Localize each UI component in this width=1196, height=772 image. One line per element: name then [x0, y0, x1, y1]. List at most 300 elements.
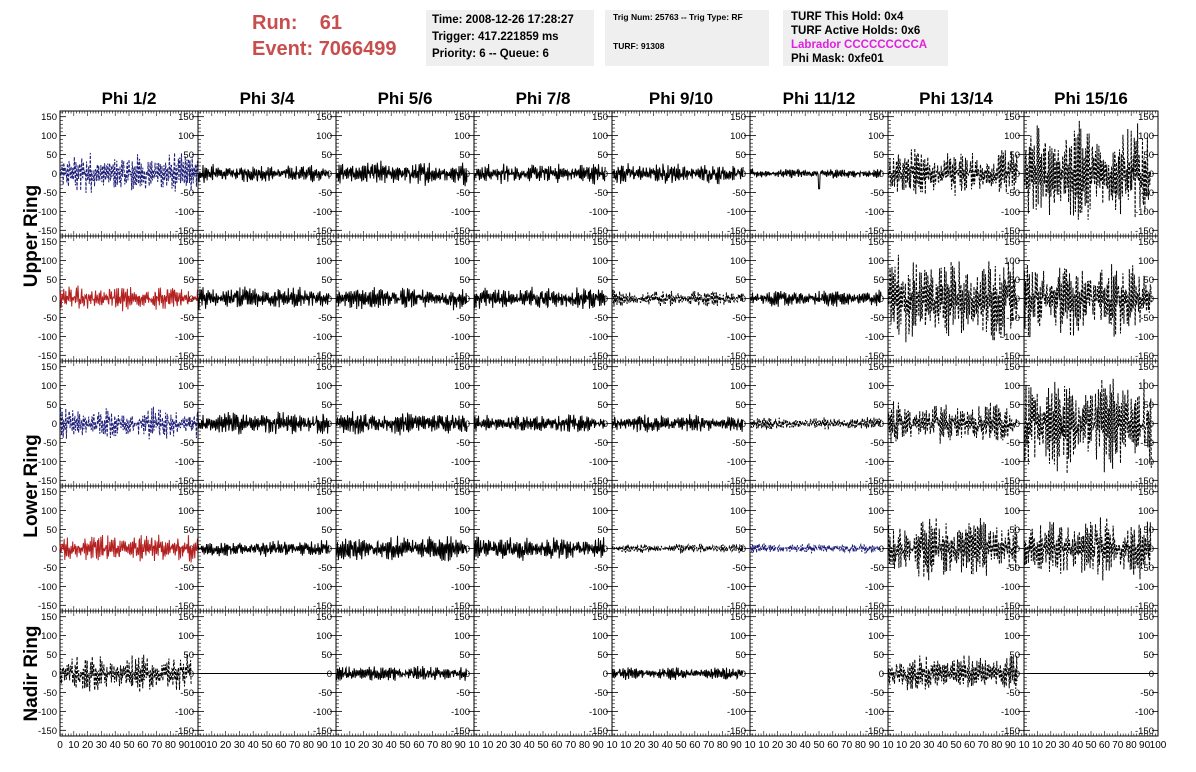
- y-tick-label-right: -150: [450, 475, 470, 487]
- panel-r3-c6: [888, 486, 1024, 612]
- phi-label-1: Phi 1/2: [101, 89, 157, 108]
- y-tick-label-right: 100: [316, 131, 332, 143]
- y-tick-label-right: -100: [312, 581, 332, 593]
- y-tick-label-right: 50: [321, 150, 332, 162]
- y-tick-label-right: 100: [178, 256, 194, 268]
- y-tick-label-right: -150: [726, 350, 746, 362]
- y-tick-label-right: 50: [597, 150, 608, 162]
- waveform-black: [336, 161, 467, 187]
- y-tick-label: -50: [43, 687, 57, 699]
- y-tick-label-right: -50: [1140, 187, 1154, 199]
- y-tick-label-right: 150: [730, 112, 746, 124]
- y-tick-label: 0: [51, 544, 57, 555]
- y-tick-label-right: -150: [1000, 350, 1020, 362]
- y-tick-label-right: -100: [1000, 206, 1020, 218]
- y-tick-label-right: -50: [870, 562, 884, 574]
- y-tick-label-right: 150: [868, 362, 884, 374]
- phi-label-5: Phi 9/10: [648, 89, 714, 108]
- y-tick-label-right: 100: [316, 256, 332, 268]
- y-tick-label-right: -150: [1000, 475, 1020, 487]
- y-tick-label-right: 0: [1014, 419, 1020, 430]
- y-tick-label-right: 100: [178, 506, 194, 518]
- y-tick-label-right: 150: [730, 362, 746, 374]
- labrador-text: Labrador CCCCCCCCCA: [791, 39, 928, 51]
- turf-active-holds: TURF Active Holds: 0x6: [791, 25, 921, 37]
- y-tick-label-right: 150: [454, 487, 470, 499]
- y-tick-label: 100: [41, 506, 57, 518]
- waveform-black: [336, 287, 467, 310]
- y-tick-label-right: 100: [592, 256, 608, 268]
- y-tick-label: 150: [41, 487, 57, 499]
- y-tick-label-right: 150: [1004, 112, 1020, 124]
- y-tick-label-right: 100: [454, 131, 470, 143]
- y-tick-label-right: 50: [183, 275, 194, 287]
- y-tick-label-right: -150: [864, 475, 884, 487]
- y-tick-label-right: 50: [1143, 400, 1154, 412]
- y-tick-label-right: 50: [183, 150, 194, 162]
- y-tick-label-right: 50: [183, 525, 194, 537]
- y-tick-label-right: -100: [726, 331, 746, 343]
- y-tick-label-right: 50: [597, 400, 608, 412]
- y-tick-label-right: 0: [326, 294, 332, 305]
- y-tick-label-right: -150: [588, 350, 608, 362]
- y-tick-label-right: -100: [450, 331, 470, 343]
- y-tick-label-right: -50: [870, 437, 884, 449]
- ring-label-2: Nadir Ring: [21, 625, 42, 722]
- y-tick-label-right: -50: [318, 437, 332, 449]
- y-tick-label-right: 0: [740, 294, 746, 305]
- y-tick-label-right: -100: [174, 581, 194, 593]
- y-tick-label-right: -50: [456, 562, 470, 574]
- y-tick-label: -150: [37, 600, 57, 612]
- phi-mask-text: Phi Mask: 0xfe01: [791, 53, 884, 65]
- y-tick-label-right: 0: [326, 544, 332, 555]
- time-text: Time: 2008-12-26 17:28:27: [432, 14, 574, 26]
- phi-label-3: Phi 5/6: [377, 89, 433, 108]
- waveform-black: [750, 417, 881, 429]
- waveform-black: [1024, 379, 1151, 474]
- y-tick-label-right: 100: [316, 506, 332, 518]
- y-tick-label-right: 150: [868, 237, 884, 249]
- y-tick-label-right: 150: [730, 237, 746, 249]
- y-tick-label-right: 0: [740, 169, 746, 180]
- turf-num-text: TURF: 91308: [613, 41, 665, 51]
- y-tick-label-right: 100: [1004, 256, 1020, 268]
- waveform-black: [198, 287, 329, 310]
- y-tick-label-right: 0: [326, 419, 332, 430]
- trigger-text: Trigger: 417.221859 ms: [432, 31, 559, 43]
- y-tick-label: -50: [43, 187, 57, 199]
- y-tick-label-right: 0: [602, 294, 608, 305]
- y-tick-label-right: -50: [180, 312, 194, 324]
- y-tick-label: 150: [41, 237, 57, 249]
- y-tick-label-right: -100: [312, 456, 332, 468]
- y-tick-label-right: 0: [1148, 544, 1154, 555]
- y-tick-label-right: 100: [1004, 506, 1020, 518]
- panel-r3-c2: [336, 486, 474, 612]
- y-tick-label-right: 0: [878, 419, 884, 430]
- y-tick-label: 0: [51, 669, 57, 680]
- y-tick-label-right: -150: [312, 600, 332, 612]
- y-tick-label-right: -150: [174, 350, 194, 362]
- panel-r2-c6: [888, 361, 1024, 487]
- y-tick-label-right: -50: [732, 562, 746, 574]
- y-tick-label-right: -100: [1000, 581, 1020, 593]
- y-tick-label-right: -100: [1134, 456, 1154, 468]
- y-tick-label-right: 50: [321, 400, 332, 412]
- y-tick-label: 50: [46, 400, 57, 412]
- y-tick-label: 50: [46, 150, 57, 162]
- y-tick-label-right: -100: [588, 331, 608, 343]
- y-tick-label-right: 50: [1143, 150, 1154, 162]
- y-tick-label-right: 0: [878, 544, 884, 555]
- y-tick-label-right: 100: [730, 131, 746, 143]
- y-tick-label-right: -150: [312, 225, 332, 237]
- y-tick-label-right: 50: [1009, 525, 1020, 537]
- y-tick-label-right: -150: [450, 600, 470, 612]
- y-tick-label: 150: [41, 362, 57, 374]
- panel-r2-c1: [198, 361, 336, 487]
- y-tick-label-right: 0: [1148, 419, 1154, 430]
- y-tick-label: -150: [37, 725, 57, 737]
- panel-r1-c6: [888, 236, 1024, 362]
- y-tick-label-right: -50: [318, 312, 332, 324]
- panel-r3-c5: [750, 486, 888, 612]
- y-tick-label-right: 50: [1143, 525, 1154, 537]
- y-tick-label-right: 150: [868, 112, 884, 124]
- y-tick-label: 100: [41, 131, 57, 143]
- panel-r2-c2: [336, 361, 474, 487]
- y-tick-label-right: 150: [592, 487, 608, 499]
- waveform-black: [474, 287, 605, 309]
- waveform-black: [888, 255, 1017, 343]
- panel-r0-c5: [750, 111, 888, 237]
- waveform-red: [60, 535, 198, 563]
- panel-r0-c6: [888, 111, 1024, 237]
- y-tick-label: 100: [41, 631, 57, 643]
- panel-r2-c3: [474, 361, 612, 487]
- panel-r1-c2: [336, 236, 474, 362]
- y-tick-label-right: 150: [1138, 362, 1154, 374]
- y-tick-label-right: -50: [456, 187, 470, 199]
- phi-label-4: Phi 7/8: [515, 89, 571, 108]
- y-tick-label-right: -50: [180, 437, 194, 449]
- y-tick-label: -50: [43, 312, 57, 324]
- y-tick-label-right: 100: [868, 381, 884, 393]
- y-tick-label-right: 0: [188, 419, 194, 430]
- run-label: Run:: [252, 12, 298, 34]
- y-tick-label-right: -100: [450, 456, 470, 468]
- panel-r3-c0: [38, 486, 198, 612]
- y-tick-label-right: -50: [1140, 312, 1154, 324]
- y-tick-label-right: 150: [178, 237, 194, 249]
- panel-r4-c0: [38, 611, 198, 737]
- waveform-black: [1024, 264, 1151, 337]
- y-tick-label-right: 150: [868, 487, 884, 499]
- y-tick-label-right: 50: [459, 150, 470, 162]
- y-tick-label-right: 150: [1138, 112, 1154, 124]
- panel-r2-c0: [38, 361, 198, 487]
- panel-r1-c5: [750, 236, 888, 362]
- event-value: 7066499: [318, 38, 397, 60]
- y-tick-label-right: 0: [188, 169, 194, 180]
- panel-r1-c0: [38, 236, 198, 362]
- ring-label-0: Upper Ring: [21, 184, 42, 288]
- y-tick-label-right: 150: [454, 237, 470, 249]
- waveform-black: [750, 290, 881, 307]
- panel-r1-c7: [1024, 236, 1158, 362]
- y-tick-label-right: 50: [735, 150, 746, 162]
- y-tick-label-right: 50: [735, 525, 746, 537]
- y-tick-label: -100: [37, 331, 57, 343]
- y-tick-label-right: -100: [726, 581, 746, 593]
- panel-r0-c7: [1024, 111, 1158, 237]
- y-tick-label-right: 150: [316, 362, 332, 374]
- y-tick-label-right: -50: [180, 687, 194, 699]
- y-tick-label-right: 50: [183, 650, 194, 662]
- y-tick-label-right: -100: [1134, 206, 1154, 218]
- panel-r3-c4: [612, 486, 750, 612]
- y-tick-label-right: -100: [174, 456, 194, 468]
- y-tick-label-right: 150: [316, 237, 332, 249]
- panel-r0-c4: [612, 111, 750, 237]
- y-tick-label-right: 100: [730, 256, 746, 268]
- y-tick-label-right: 100: [454, 256, 470, 268]
- waveform-black: [474, 164, 605, 185]
- y-tick-label-right: 50: [183, 400, 194, 412]
- y-tick-label-right: 50: [459, 275, 470, 287]
- y-tick-label-right: 50: [1009, 275, 1020, 287]
- y-tick-label-right: -150: [312, 475, 332, 487]
- y-tick-label-right: 0: [1014, 544, 1020, 555]
- y-tick-label-right: 150: [316, 487, 332, 499]
- y-tick-label: -100: [37, 456, 57, 468]
- y-tick-label-right: -100: [726, 206, 746, 218]
- y-tick-label: -100: [37, 706, 57, 718]
- y-tick-label-right: 0: [464, 419, 470, 430]
- waveform-blue: [60, 407, 198, 440]
- y-tick-label-right: 50: [735, 400, 746, 412]
- y-tick-label-right: -50: [1140, 437, 1154, 449]
- y-tick-label-right: 100: [178, 631, 194, 643]
- waveform-black: [1024, 517, 1151, 580]
- y-tick-label-right: 50: [873, 150, 884, 162]
- y-tick-label-right: 50: [873, 400, 884, 412]
- panel-r2-c4: [612, 361, 750, 487]
- y-tick-label-right: -150: [1134, 225, 1154, 237]
- y-tick-label-right: 0: [1148, 294, 1154, 305]
- waveform-black: [474, 414, 605, 432]
- y-tick-label-right: 0: [878, 169, 884, 180]
- waveform-black: [612, 414, 743, 432]
- y-tick-label-right: 50: [321, 275, 332, 287]
- y-tick-label-right: -150: [174, 725, 194, 737]
- waveform-black: [612, 544, 743, 554]
- y-tick-label-right: 50: [1009, 400, 1020, 412]
- y-tick-label-right: 100: [1138, 256, 1154, 268]
- y-tick-label-right: -100: [726, 456, 746, 468]
- y-tick-label-right: -50: [594, 562, 608, 574]
- y-tick-label-right: 0: [878, 294, 884, 305]
- panel-r3-c7: [1024, 486, 1158, 612]
- y-tick-label-right: 100: [868, 506, 884, 518]
- y-tick-label-right: -50: [1006, 187, 1020, 199]
- y-tick-label-right: 0: [1014, 169, 1020, 180]
- y-tick-label-right: -50: [870, 312, 884, 324]
- y-tick-label-right: -50: [180, 562, 194, 574]
- y-tick-label-right: 150: [178, 112, 194, 124]
- waveform-black: [612, 290, 743, 307]
- y-tick-label-right: -150: [174, 600, 194, 612]
- y-tick-label-right: -50: [456, 312, 470, 324]
- y-tick-label-right: 50: [1143, 275, 1154, 287]
- y-tick-label-right: -100: [450, 206, 470, 218]
- y-tick-label-right: 100: [592, 381, 608, 393]
- y-tick-label: 0: [51, 169, 57, 180]
- y-tick-label: -100: [37, 206, 57, 218]
- y-tick-label-right: -150: [1000, 600, 1020, 612]
- turf-this-hold: TURF This Hold: 0x4: [791, 11, 904, 23]
- y-tick-label-right: -100: [864, 206, 884, 218]
- y-tick-label-right: 150: [1004, 487, 1020, 499]
- y-tick-label-right: -50: [318, 562, 332, 574]
- y-tick-label-right: -50: [456, 437, 470, 449]
- y-tick-label-right: -100: [864, 331, 884, 343]
- y-tick-label-right: 50: [597, 525, 608, 537]
- y-tick-label-right: -100: [450, 581, 470, 593]
- waveform-black: [336, 536, 467, 562]
- y-tick-label-right: 150: [316, 112, 332, 124]
- y-tick-label-right: 100: [868, 131, 884, 143]
- y-tick-label-right: 50: [459, 400, 470, 412]
- y-tick-label-right: -150: [312, 350, 332, 362]
- y-tick-label-right: 100: [1004, 381, 1020, 393]
- y-tick-label-right: -150: [450, 225, 470, 237]
- y-tick-label-right: -50: [1140, 562, 1154, 574]
- y-tick-label-right: 50: [873, 525, 884, 537]
- waveform-black: [336, 411, 467, 435]
- ring-label-1: Lower Ring: [21, 434, 42, 538]
- y-tick-label: 100: [41, 256, 57, 268]
- y-tick-label-right: 0: [1014, 294, 1020, 305]
- waveform-black: [198, 412, 329, 435]
- y-tick-label-right: -50: [180, 187, 194, 199]
- y-tick-label-right: -150: [174, 225, 194, 237]
- y-tick-label-right: -150: [1134, 475, 1154, 487]
- panel-r1-c3: [474, 236, 612, 362]
- y-tick-label-right: 0: [602, 169, 608, 180]
- y-tick-label-right: 50: [459, 525, 470, 537]
- y-tick-label-right: -150: [1000, 225, 1020, 237]
- y-tick-label-right: 150: [1004, 362, 1020, 374]
- y-tick-label-right: -150: [588, 225, 608, 237]
- y-tick-label-right: 150: [1138, 487, 1154, 499]
- y-tick-label-right: -50: [594, 437, 608, 449]
- y-tick-label-right: 50: [321, 525, 332, 537]
- waveform-black: [198, 540, 329, 557]
- panel-r1-c1: [198, 236, 336, 362]
- y-tick-label-right: 100: [592, 131, 608, 143]
- y-tick-label: -50: [43, 562, 57, 574]
- y-tick-label-right: -100: [1000, 456, 1020, 468]
- panel-r2-c5: [750, 361, 888, 487]
- y-tick-label-right: -100: [588, 456, 608, 468]
- y-tick-label-right: 0: [602, 544, 608, 555]
- y-tick-label-right: -100: [174, 206, 194, 218]
- y-tick-label-right: -100: [864, 456, 884, 468]
- y-tick-label-right: -150: [726, 475, 746, 487]
- y-tick-label-right: -150: [864, 600, 884, 612]
- y-tick-label: 50: [46, 525, 57, 537]
- y-tick-label-right: 100: [730, 506, 746, 518]
- y-tick-label-right: 50: [597, 275, 608, 287]
- y-tick-label-right: -50: [732, 312, 746, 324]
- waveform-blue: [60, 153, 198, 193]
- phi-label-8: Phi 15/16: [1054, 89, 1128, 108]
- panel-r1-c4: [612, 236, 750, 362]
- y-tick-label-right: -100: [174, 706, 194, 718]
- y-tick-label-right: 0: [188, 294, 194, 305]
- panel-r0-c1: [198, 111, 336, 237]
- y-tick-label-right: -150: [588, 475, 608, 487]
- y-tick-label-right: -150: [174, 475, 194, 487]
- panel-r2-c7: [1024, 361, 1158, 487]
- y-tick-label-right: 0: [740, 419, 746, 430]
- y-tick-label: -150: [37, 350, 57, 362]
- y-tick-label-right: -100: [174, 331, 194, 343]
- waveform-black: [888, 518, 1017, 581]
- y-tick-label: -100: [37, 581, 57, 593]
- panel-r3-c3: [474, 486, 612, 612]
- y-tick-label-right: -50: [732, 187, 746, 199]
- y-tick-label-right: -50: [870, 187, 884, 199]
- y-tick-label: -50: [43, 437, 57, 449]
- phi-label-6: Phi 11/12: [782, 89, 856, 108]
- y-tick-label-right: 100: [730, 381, 746, 393]
- waveform-red: [60, 286, 198, 312]
- y-tick-label-right: 100: [592, 506, 608, 518]
- y-tick-label-right: 100: [1138, 131, 1154, 143]
- y-tick-label-right: 150: [454, 112, 470, 124]
- waveform-black: [1024, 121, 1151, 220]
- y-tick-label-right: 150: [1004, 237, 1020, 249]
- y-tick-label-right: 150: [592, 362, 608, 374]
- y-tick-label-right: 0: [188, 544, 194, 555]
- y-tick-label-right: 150: [178, 362, 194, 374]
- waveform-black: [888, 148, 1017, 196]
- y-tick-label: -150: [37, 475, 57, 487]
- priority-text: Priority: 6 -- Queue: 6: [432, 48, 549, 60]
- y-tick-label-right: 150: [592, 237, 608, 249]
- y-tick-label-right: -100: [1134, 331, 1154, 343]
- y-tick-label-right: -50: [1006, 437, 1020, 449]
- y-tick-label-right: 0: [740, 544, 746, 555]
- y-tick-label-right: 100: [454, 381, 470, 393]
- y-tick-label-right: -150: [726, 600, 746, 612]
- panel-r0-c0: [38, 111, 198, 237]
- y-tick-label-right: 0: [464, 544, 470, 555]
- waveform-black: [198, 164, 329, 183]
- y-tick-label-right: 150: [1138, 237, 1154, 249]
- y-tick-label-right: -150: [588, 600, 608, 612]
- waveform-black: [474, 537, 605, 561]
- y-tick-label-right: -50: [318, 187, 332, 199]
- y-tick-label: -150: [37, 225, 57, 237]
- waveform-blue: [750, 543, 881, 553]
- y-tick-label-right: -50: [1006, 312, 1020, 324]
- panel-r0-c3: [474, 111, 612, 237]
- y-tick-label-right: 150: [730, 487, 746, 499]
